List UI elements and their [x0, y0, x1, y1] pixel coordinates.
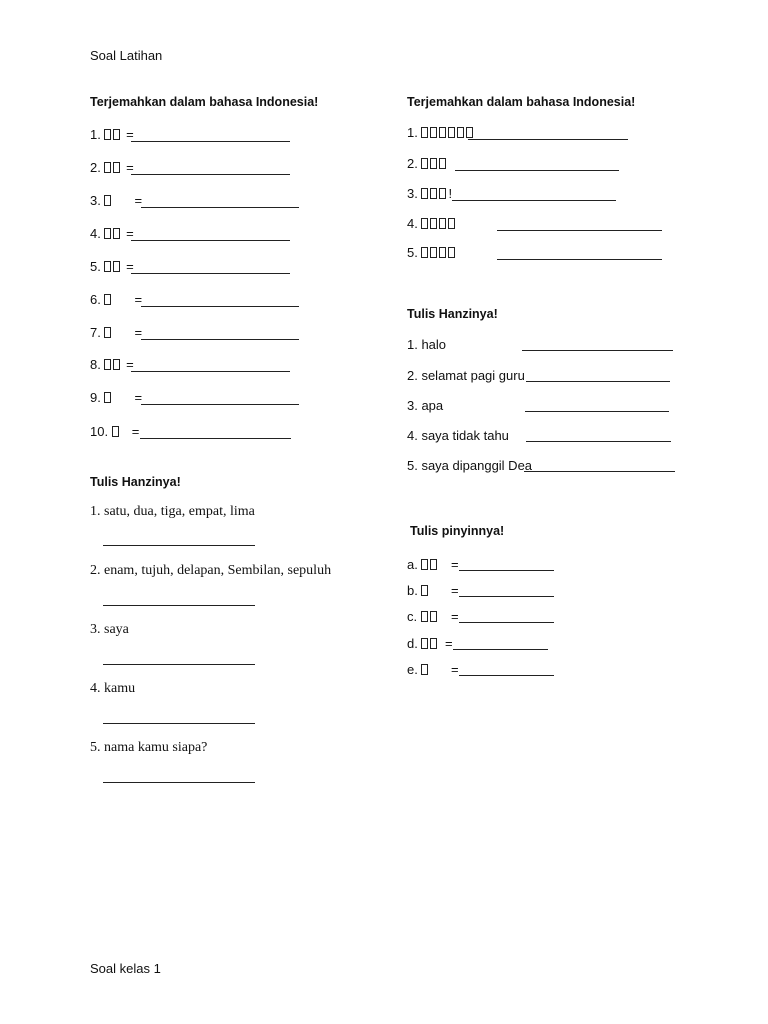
hanzi-placeholder-icon [457, 127, 464, 138]
answer-blank[interactable] [453, 649, 548, 650]
answer-blank[interactable] [459, 570, 554, 571]
hanzi-placeholder-icon [430, 611, 437, 622]
hanzi-placeholder-icon [104, 392, 111, 403]
list-item: 5. nama kamu siapa? [90, 740, 208, 755]
answer-blank[interactable] [141, 306, 299, 307]
item-number: 1. [90, 127, 101, 142]
list-item [90, 326, 142, 339]
hanzi-placeholder-icon [104, 129, 111, 140]
equals-sign: = [134, 390, 143, 405]
item-suffix: ! [448, 186, 453, 201]
answer-blank[interactable] [526, 441, 671, 442]
answer-blank[interactable] [141, 339, 299, 340]
list-item [407, 637, 439, 650]
answer-blank[interactable] [131, 371, 290, 372]
list-item [90, 260, 134, 273]
answer-blank[interactable] [131, 174, 290, 175]
hanzi-placeholder-icon [430, 247, 437, 258]
hanzi-placeholder-icon [113, 261, 120, 272]
right-heading-pinyin: Tulis pinyinnya! [410, 524, 505, 538]
item-label: d. [407, 636, 418, 651]
equals-sign: = [451, 583, 459, 598]
list-item: 4. saya tidak tahu [407, 428, 509, 443]
hanzi-placeholder-icon [113, 162, 120, 173]
list-item [407, 187, 452, 200]
equals-sign: = [126, 127, 134, 142]
answer-blank[interactable] [524, 471, 675, 472]
list-item [407, 558, 439, 571]
item-number: 3. [407, 186, 418, 201]
list-item: 2. selamat pagi guru [407, 368, 525, 383]
hanzi-placeholder-icon [104, 195, 111, 206]
equals-sign: = [131, 424, 140, 439]
hanzi-placeholder-icon [421, 611, 428, 622]
hanzi-placeholder-icon [421, 218, 428, 229]
item-number: 2. [407, 156, 418, 171]
list-item [90, 128, 134, 141]
answer-blank[interactable] [497, 230, 662, 231]
item-label: e. [407, 662, 418, 677]
item-label: b. [407, 583, 418, 598]
list-item [407, 663, 430, 676]
answer-blank[interactable] [459, 622, 554, 623]
answer-blank[interactable] [131, 273, 290, 274]
hanzi-placeholder-icon [439, 247, 446, 258]
hanzi-placeholder-icon [421, 664, 428, 675]
left-heading-hanzi: Tulis Hanzinya! [90, 475, 181, 489]
item-number: 5. [407, 245, 418, 260]
item-label: c. [407, 609, 418, 624]
item-number: 1. [407, 125, 418, 140]
list-item [407, 217, 457, 230]
answer-blank[interactable] [141, 207, 299, 208]
hanzi-placeholder-icon [104, 162, 111, 173]
answer-blank[interactable] [455, 170, 619, 171]
answer-blank[interactable] [497, 259, 662, 260]
hanzi-placeholder-icon [430, 188, 437, 199]
hanzi-placeholder-icon [439, 218, 446, 229]
hanzi-placeholder-icon [448, 218, 455, 229]
hanzi-placeholder-icon [113, 359, 120, 370]
equals-sign: = [134, 193, 143, 208]
list-item [90, 293, 142, 306]
hanzi-placeholder-icon [466, 127, 473, 138]
hanzi-placeholder-icon [430, 127, 437, 138]
item-number: 10. [90, 424, 109, 439]
hanzi-placeholder-icon [421, 127, 428, 138]
equals-sign: = [126, 259, 134, 274]
answer-blank[interactable] [526, 381, 670, 382]
equals-sign: = [451, 609, 459, 624]
hanzi-placeholder-icon [430, 559, 437, 570]
item-number: 3. [90, 193, 101, 208]
answer-blank[interactable] [141, 404, 299, 405]
list-item: 3. saya [90, 622, 129, 637]
item-number: 4. [407, 216, 418, 231]
hanzi-placeholder-icon [113, 228, 120, 239]
list-item [407, 126, 475, 139]
item-number: 2. [90, 160, 101, 175]
item-number: 7. [90, 325, 101, 340]
page-footer: Soal kelas 1 [90, 961, 161, 976]
equals-sign: = [126, 226, 134, 241]
equals-sign: = [451, 662, 459, 677]
list-item [90, 227, 134, 240]
answer-blank[interactable] [459, 596, 554, 597]
list-item [90, 194, 142, 207]
hanzi-placeholder-icon [104, 261, 111, 272]
equals-sign: = [451, 557, 459, 572]
list-item [90, 425, 139, 438]
answer-blank[interactable] [522, 350, 673, 351]
hanzi-placeholder-icon [104, 228, 111, 239]
answer-blank[interactable] [103, 782, 255, 783]
list-item: 1. satu, dua, tiga, empat, lima [90, 504, 255, 519]
list-item: 1. halo [407, 337, 447, 352]
list-item: 4. kamu [90, 681, 136, 696]
list-item [407, 157, 448, 170]
answer-blank[interactable] [468, 139, 628, 140]
hanzi-placeholder-icon [430, 158, 437, 169]
answer-blank[interactable] [103, 723, 255, 724]
right-heading-hanzi: Tulis Hanzinya! [407, 307, 498, 321]
hanzi-placeholder-icon [104, 359, 111, 370]
hanzi-placeholder-icon [448, 127, 455, 138]
answer-blank[interactable] [103, 664, 255, 665]
hanzi-placeholder-icon [104, 294, 111, 305]
hanzi-placeholder-icon [421, 158, 428, 169]
equals-sign: = [445, 636, 453, 651]
item-label: a. [407, 557, 418, 572]
hanzi-placeholder-icon [439, 188, 446, 199]
item-number: 9. [90, 390, 101, 405]
answer-blank[interactable] [131, 240, 290, 241]
answer-blank[interactable] [140, 438, 291, 439]
equals-sign: = [134, 325, 143, 340]
list-item [407, 246, 457, 259]
list-item [90, 391, 142, 404]
hanzi-placeholder-icon [104, 327, 111, 338]
hanzi-placeholder-icon [421, 559, 428, 570]
hanzi-placeholder-icon [439, 158, 446, 169]
equals-sign: = [126, 160, 134, 175]
right-heading-translate: Terjemahkan dalam bahasa Indonesia! [407, 95, 636, 109]
hanzi-placeholder-icon [430, 218, 437, 229]
item-number: 6. [90, 292, 101, 307]
list-item [90, 161, 134, 174]
hanzi-placeholder-icon [421, 188, 428, 199]
item-number: 4. [90, 226, 101, 241]
hanzi-placeholder-icon [112, 426, 119, 437]
equals-sign: = [134, 292, 143, 307]
answer-blank[interactable] [131, 141, 290, 142]
item-number: 5. [90, 259, 101, 274]
list-item: 3. apa [407, 398, 444, 413]
list-item [407, 610, 439, 623]
answer-blank[interactable] [525, 411, 669, 412]
hanzi-placeholder-icon [421, 585, 428, 596]
hanzi-placeholder-icon [430, 638, 437, 649]
page-header: Soal Latihan [90, 48, 163, 63]
equals-sign: = [126, 357, 134, 372]
hanzi-placeholder-icon [421, 247, 428, 258]
item-number: 8. [90, 357, 101, 372]
answer-blank[interactable] [459, 675, 554, 676]
left-heading-translate: Terjemahkan dalam bahasa Indonesia! [90, 95, 319, 109]
list-item: 2. enam, tujuh, delapan, Sembilan, sepuluh [90, 563, 332, 578]
hanzi-placeholder-icon [113, 129, 120, 140]
list-item [407, 584, 430, 597]
hanzi-placeholder-icon [439, 127, 446, 138]
hanzi-placeholder-icon [421, 638, 428, 649]
list-item: 5. saya dipanggil Dea [407, 458, 533, 473]
list-item [90, 358, 134, 371]
answer-blank[interactable] [103, 545, 255, 546]
answer-blank[interactable] [103, 605, 255, 606]
answer-blank[interactable] [452, 200, 616, 201]
hanzi-placeholder-icon [448, 247, 455, 258]
